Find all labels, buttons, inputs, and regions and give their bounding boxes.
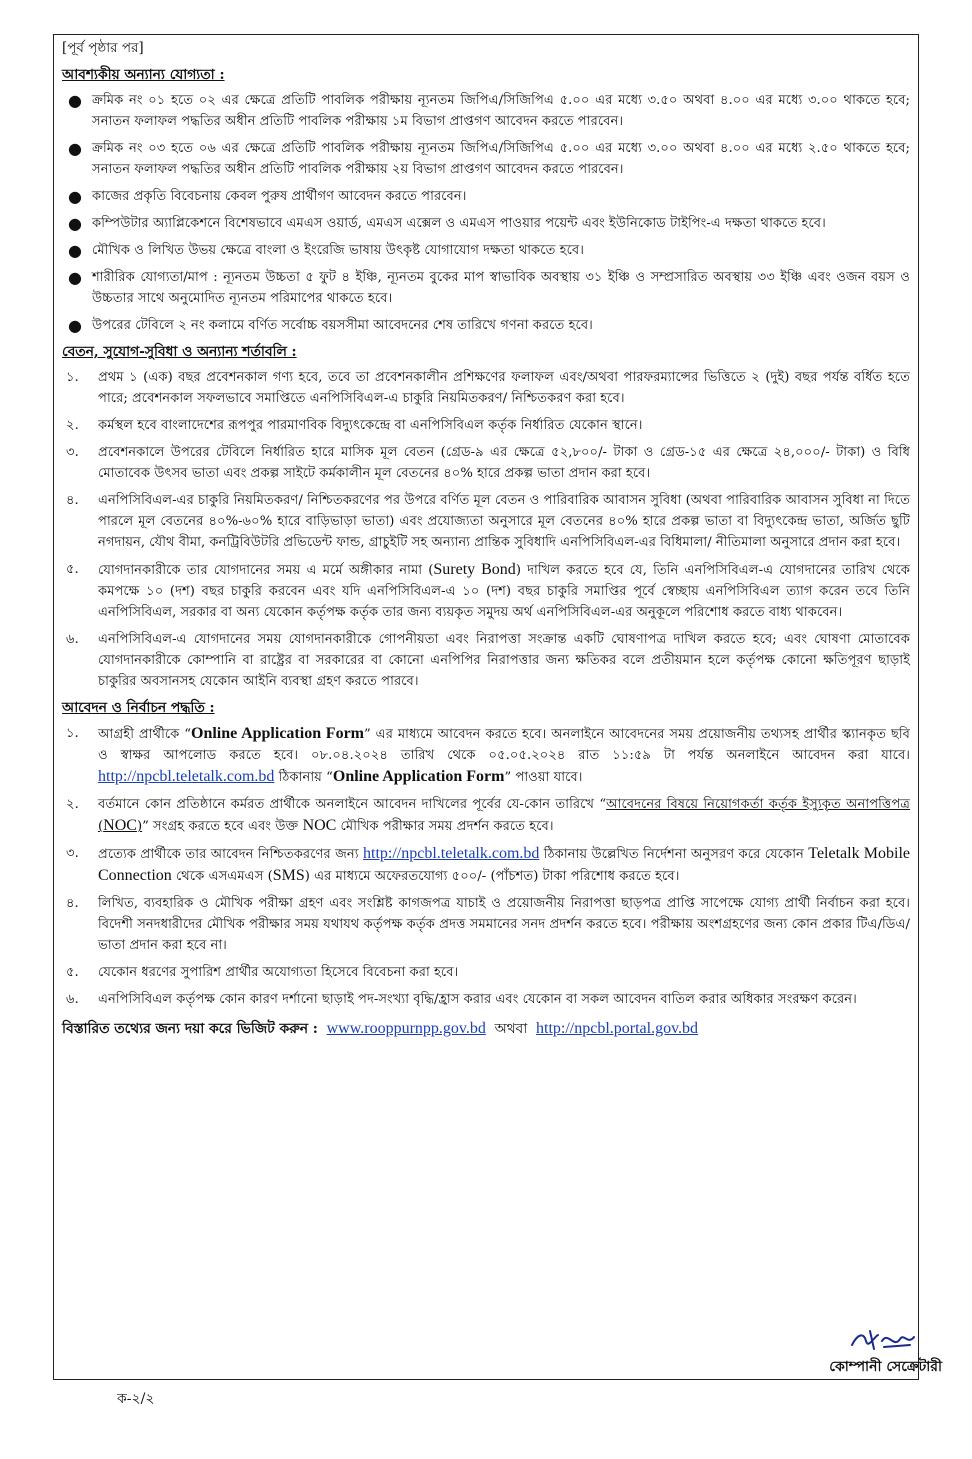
list-item: ● কাজের প্রকৃতি বিবেচনায় কেবল পুরুষ প্রার্থীগণ আবেদন করতে পারবেন।: [68, 187, 467, 206]
list-item: ● শারীরিক যোগ্যতা/মাপ : ন্যূনতম উচ্চতা ৫ ফুট ৪ ইঞ্চি, ন্যূনতম বুকের মাপ স্বাভাবিক অবস্থায় ৩১ ইঞ্চি ও সম্প্রসারিত অবস্থায় ৩৩ ইঞ্চি এবং ওজন বয়স ও উচ্চতার সাথে অনুমোদিত ন্যূনতম পরিমাপের থাকতে হবে।: [68, 268, 910, 306]
list-item: ● উপরের টেবিলে ২ নং কলামে বর্ণিত সর্বোচ্চ বয়সসীমা আবেদনের শেষ তারিখে গণনা করতে হবে।: [68, 316, 593, 335]
list-item: ● ক্রমিক নং ০৩ হতে ০৬ এর ক্ষেত্রে প্রতিটি পাবলিক পরীক্ষায় ন্যূনতম জিপিএ/সিজিপিএ ৫.০০ এর মধ্যে ৩.০০ অথবা ৪.০০ এর মধ্যে ২.৫০ থাকতে হবে; সনাতন ফলাফল পদ্ধতির অধীন প্রতিটি পাবলিক পরীক্ষায় ২য় বিভাগ প্রাপ্তগণ আবেদন করতে পারবেন।: [68, 139, 910, 177]
list-item: ২. বর্তমানে কোন প্রতিষ্ঠানে কর্মরত প্রার্থীকে অনলাইনে আবেদন দাখিলের পূর্বের যে-কোন তারিখে “আবেদনের বিষয়ে নিয়োগকর্তা কর্তৃক ইস্যুকৃত অনাপত্তিপত্র (NOC)” সংগ্রহ করতে হবে এবং উক্ত NOC মৌখিক পরীক্ষার সময় প্রদর্শন করতে হবে।: [66, 797, 910, 834]
list-item: ৬. এনপিসিবিএল কর্তৃপক্ষ কোন কারণ দর্শানো ছাড়াই পদ-সংখ্যা বৃদ্ধি/হ্রাস করার এবং যেকোন বা সকল আবেদন বাতিল করার অধিকার সংরক্ষণ করেন।: [66, 992, 857, 1007]
qualifications-list: [62, 90, 910, 336]
application-process-list: [62, 723, 910, 1010]
list-item: ৩. প্রবেশনকালে উপরের টেবিলে নির্ধারিত হারে মাসিক মূল বেতন (গ্রেড-৯ এর ক্ষেত্রে ৫২,৮০০/- টাকা ও গ্রেড-১৫ এর ক্ষেত্রে ২৪,০০০/- টাকা) ও বিধি মোতাবেক উৎসব ভাতা এবং প্রকল্প সাইটে কর্মকালীন মূল বেতনের ৪০% হারে প্রকল্প ভাতা প্রদান করা হবে।: [66, 445, 910, 481]
list-item: ● মৌখিক ও লিখিত উভয় ক্ষেত্রে বাংলা ও ইংরেজি ভাষায় উৎকৃষ্ট যোগাযোগ দক্ষতা থাকতে হবে।: [68, 241, 584, 260]
signatory-title: কোম্পানী সেক্রেটারী: [829, 1359, 942, 1375]
section-heading-salary: বেতন, সুযোগ-সুবিধা ও অন্যান্য শর্তাবলি :: [62, 344, 297, 360]
list-item: ৬. এনপিসিবিএল-এ যোগদানের সময় যোগদানকারীকে গোপনীয়তা এবং নিরাপত্তা সংক্রান্ত একটি ঘোষণাপত্র দাখিল করতে হবে; এবং ঘোষণা মোতাবেক যোগদানকারীকে কোম্পানি বা রাষ্ট্রের বা সরকারের বা কোনো এনপিপির নিরাপত্তার জন্য ক্ষতিকর বলে প্রতীয়মান হলে কর্তৃপক্ষ কোনো ক্ষতিপূরণ ছাড়াই চাকুরির অবসানসহ যেকোন আইনি ব্যবস্থা গ্রহণ করতে পারবে।: [66, 632, 910, 689]
signature-block: [742, 1327, 942, 1379]
list-item: ● ক্রমিক নং ০১ হতে ০২ এর ক্ষেত্রে প্রতিটি পাবলিক পরীক্ষায় ন্যূনতম জিপিএ/সিজিপিএ ৫.০০ এর মধ্যে ৩.৫০ অথবা ৪.০০ এর মধ্যে ৩.০০ থাকতে হবে; সনাতন ফলাফল পদ্ধতির অধীন প্রতিটি পাবলিক পরীক্ষায় ১ম বিভাগ প্রাপ্তগণ আবেদন করতে পারবেন।: [68, 91, 910, 129]
document-body: [62, 38, 910, 1040]
list-item: ৪. এনপিসিবিএল-এর চাকুরি নিয়মিতকরণ/ নিশ্চিতকরণের পর উপরে বর্ণিত মূল বেতন ও পারিবারিক আবাসন সুবিধা (অথবা পারিবারিক আবাসন সুবিধা না দিতে পারলে মূল বেতনের ৪০%-৬০% হারে বাড়িভাড়া ভাতা) এবং প্রযোজ্যতা অনুসারে মূল বেতনের ৪০% হারে প্রকল্প ভাতা বা বিদ্যুৎকেন্দ্র ভাতা, অর্জিত ছুটি নগদায়ন, যৌথ বীমা, কনট্রিবিউটরি প্রভিডেন্ট ফান্ড, গ্রাচুইটি সহ অন্যান্য প্রান্তিক সুবিধাদি এনপিসিবিএল-এর বিধিমালা/ নীতিমালা অনুসারে প্রদান করা হবে।: [66, 493, 910, 550]
list-item: ৩. প্রত্যেক প্রার্থীকে তার আবেদন নিশ্চিতকরণের জন্য http://npcbl.teletalk.com.bd ঠিকানায় উল্লেখিত নির্দেশনা অনুসরণ করে যেকোন Teletalk Mobile Connection থেকে এসএমএস (SMS) এর মাধ্যমে অফেরতযোগ্য ৫০০/- (পাঁচশত) টাকা পরিশোধ করতে হবে।: [66, 845, 911, 884]
npcbl-portal-link[interactable]: http://npcbl.portal.gov.bd: [536, 1020, 699, 1037]
page-number: ক-২/২: [117, 1391, 155, 1407]
section-heading-application: আবেদন ও নির্বাচন পদ্ধতি :: [62, 700, 215, 716]
list-item: ১. প্রথম ১ (এক) বছর প্রবেশনকাল গণ্য হবে, তবে তা প্রবেশনকালীন প্রশিক্ষণের ফলাফল এবং/অথবা পারফরম্যান্সের ভিত্তিতে ২ (দুই) বছর পর্যন্ত বর্ধিত হতে পারে; প্রবেশনকাল সফলভাবে সমাপ্তিতে এনপিসিবিএল-এ চাকুরি নিয়মিতকরণ/ নিশ্চিতকরণ করা হবে।: [66, 370, 910, 406]
or-text: অথবা: [494, 1021, 528, 1037]
list-item: ২. কর্মস্থল হবে বাংলাদেশের রূপপুর পারমাণবিক বিদ্যুৎকেন্দ্রে বা এনপিসিবিএল কর্তৃক নির্ধারিত যেকোন স্থানে।: [66, 418, 643, 433]
continued-note: [পূর্ব পৃষ্ঠার পর]: [62, 40, 144, 56]
visit-info: [62, 1018, 910, 1040]
salary-terms-list: [62, 367, 910, 692]
teletalk-link[interactable]: http://npcbl.teletalk.com.bd: [98, 768, 275, 785]
list-item: ৪. লিখিত, ব্যবহারিক ও মৌখিক পরীক্ষা গ্রহণ এবং সংশ্লিষ্ট কাগজপত্র যাচাই ও প্রয়োজনীয় নিরাপত্তা ছাড়পত্র প্রাপ্তি সাপেক্ষে যোগ্য প্রার্থী নির্বাচন করা হবে। বিদেশী সনদধারীদের মৌখিক পরীক্ষার সময় যথাযথ কর্তৃপক্ষ কর্তৃক প্রদত্ত সমমানের সনদ প্রদর্শন করতে হবে। পরীক্ষায় অংশগ্রহণের জন্য কোন প্রকার টিএ/ডিএ/ভাতা প্রদান করা হবে না।: [66, 896, 910, 953]
list-item: ৫. যোগদানকারীকে তার যোগদানের সময় এ মর্মে অঙ্গীকার নামা (Surety Bond) দাখিল করতে হবে যে, তিনি এনপিসিবিএল-এ যোগদানের তারিখ থেকে কমপক্ষে ১০ (দশ) বছর চাকুরি করবেন এবং যদি এনপিসিবিএল-এ ১০ (দশ) বছর চাকুরি সমাপ্তির পূর্বে স্বেচ্ছায় এনপিসিবিএল ত্যাগ করেন তবে তিনি এনপিসিবিএল, সরকার বা অন্য যেকোন কর্তৃপক্ষ কর্তৃক তার জন্য ব্যয়কৃত সমুদয় অর্থ এনপিসিবিএল-এর অনুকূলে পরিশোধ করতে বাধ্য থাকবেন।: [66, 561, 910, 620]
list-item: ● কম্পিউটার অ্যাপ্লিকেশনে বিশেষভাবে এমএস ওয়ার্ড, এমএস এক্সেল ও এমএস পাওয়ার পয়েন্ট এবং ইউনিকোড টাইপিং-এ দক্ষতা থাকতে হবে।: [68, 214, 826, 233]
section-heading-qualifications: আবশ্যকীয় অন্যান্য যোগ্যতা :: [62, 67, 225, 83]
list-item: ১. আগ্রহী প্রার্থীকে “Online Application Form” এর মাধ্যমে আবেদন করতে হবে। অনলাইনে আবেদনের সময় প্রয়োজনীয় তথ্যসহ প্রার্থীর স্ক্যানকৃত ছবি ও স্বাক্ষর আপলোড করতে হবে। ০৮.০৪.২০২৪ তারিখ থেকে ০৫.০৫.২০২৪ রাত ১১:৫৯ টা পর্যন্ত অনলাইনে আবেদন করা যাবে। http://npcbl.teletalk.com.bd ঠিকানায় “Online Application Form” পাওয়া যাবে।: [66, 725, 911, 785]
teletalk-link[interactable]: http://npcbl.teletalk.com.bd: [363, 845, 540, 862]
list-item: ৫. যেকোন ধরণের সুপারিশ প্রার্থীর অযোগ্যতা হিসেবে বিবেচনা করা হবে।: [66, 965, 459, 980]
signature-image: [848, 1327, 918, 1353]
rooppur-website-link[interactable]: www.rooppurnpp.gov.bd: [326, 1020, 486, 1037]
visit-label: বিস্তারিত তথ্যের জন্য দয়া করে ভিজিট করুন :: [62, 1021, 318, 1037]
